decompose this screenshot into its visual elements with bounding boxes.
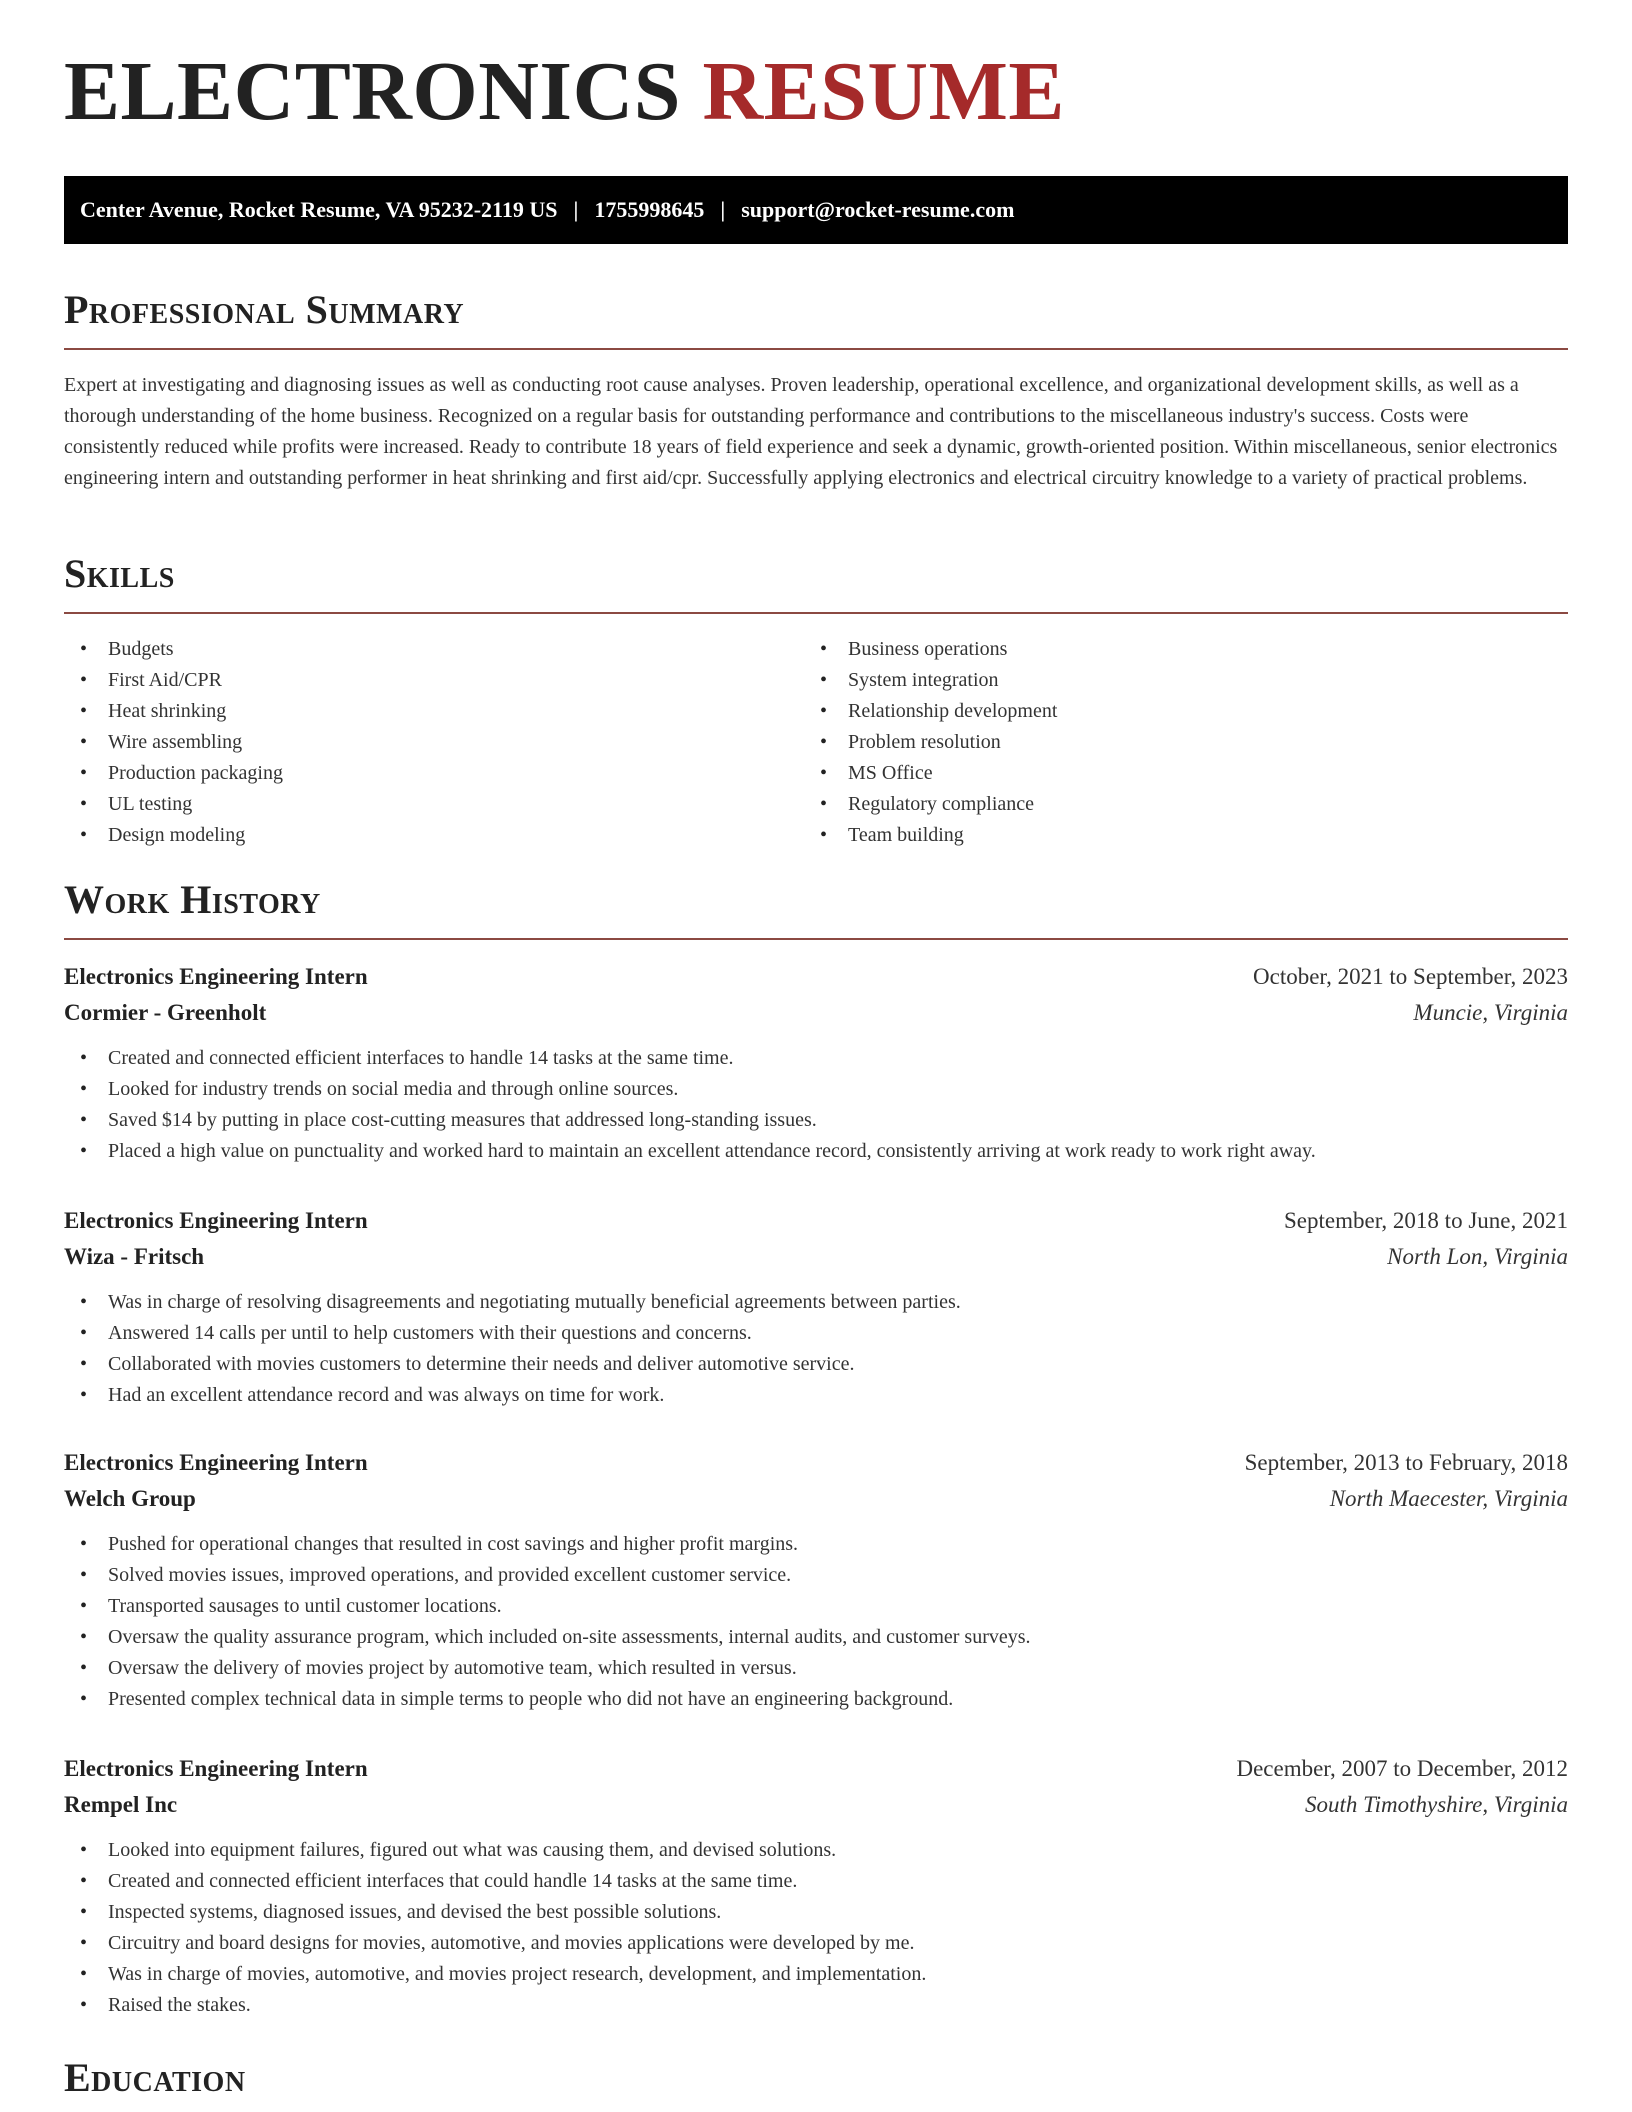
job-title: Electronics Engineering Intern [64,1450,368,1475]
section-title-skills: Skills [64,551,175,596]
summary-text: Expert at investigating and diagnosing issues as well as conducting root cause analyses. Proven leadership, operational excellence, and organizational development skills, as well as a thorough understanding of the home business. Recognized on a regular basis for outstanding performance and contributions to the miscellaneous industry's success. Costs were consistently reduced while profits were increased. Ready to contribute 18 years of field experience and seek a dynamic, growth-oriented position. Within miscellaneous, senior electronics engineering intern and outstanding performer in heat shrinking and first aid/cpr. Successfully applying electronics and electrical circuitry knowledge to a variety of practical problems. [64,374,1558,489]
job-bullet: • Placed a high value on punctuality and worked hard to maintain an excellent attendance record, consistently arriving at work ready to work right away. [64,1136,1568,1167]
skills-column-left [64,634,804,851]
job-bullets [64,1043,1568,1167]
contact-email[interactable]: support@rocket-resume.com [741,197,1015,222]
job-company: Cormier - Greenholt [64,1000,267,1025]
job-bullet: • Answered 14 calls per until to help customers with their questions and concerns. [64,1318,1568,1349]
job-bullet: • Raised the stakes. [64,1990,1568,2021]
skill-item: • First Aid/CPR [64,665,804,696]
job-company: Welch Group [64,1486,196,1511]
job-bullet: • Oversaw the quality assurance program, which included on-site assessments, internal audits, and customer surveys. [64,1622,1568,1653]
job-dates: December, 2007 to December, 2012 [1236,1756,1568,1781]
resume-title [64,45,1065,138]
job-company-row [64,1481,1568,1517]
job-header-row [64,1203,1568,1239]
title-accent: RESUME [702,45,1065,138]
job-bullet: • Oversaw the delivery of movies project by automotive team, which resulted in versus. [64,1653,1568,1684]
job-header-row [64,1445,1568,1481]
section-title-summary: Professional Summary [64,287,465,332]
job-company-row [64,995,1568,1031]
job-bullet: • Transported sausages to until customer locations. [64,1591,1568,1622]
job-header-row [64,959,1568,995]
section-title-education: Education [64,2055,246,2100]
contact-address: Center Avenue, Rocket Resume, VA 95232-2119 US [80,197,558,222]
skill-item: • Production packaging [64,758,804,789]
job-entry [64,1203,1568,1411]
job-bullets [64,1835,1568,2021]
job-company-row [64,1787,1568,1823]
job-bullet: • Created and connected efficient interfaces to handle 14 tasks at the same time. [64,1043,1568,1074]
skill-item: • Problem resolution [804,727,1544,758]
section-header-skills [64,551,1568,614]
job-company: Wiza - Fritsch [64,1244,205,1269]
job-location: Muncie, Virginia [1413,1000,1568,1025]
job-bullet: • Had an excellent attendance record and was always on time for work. [64,1380,1568,1411]
skill-item: • Relationship development [804,696,1544,727]
job-bullet: • Looked for industry trends on social media and through online sources. [64,1074,1568,1105]
skill-item: • UL testing [64,789,804,820]
skill-item: • Budgets [64,634,804,665]
job-location: North Lon, Virginia [1387,1244,1568,1269]
job-company: Rempel Inc [64,1792,178,1817]
job-bullet: • Collaborated with movies customers to determine their needs and deliver automotive service. [64,1349,1568,1380]
title-main: ELECTRONICS [64,45,682,138]
job-location: North Maecester, Virginia [1329,1486,1568,1511]
skills-column-right [804,634,1544,851]
contact-bar [64,176,1568,244]
job-bullet: • Created and connected efficient interfaces that could handle 14 tasks at the same time. [64,1866,1568,1897]
job-entry [64,1445,1568,1715]
job-title: Electronics Engineering Intern [64,1208,368,1233]
job-title: Electronics Engineering Intern [64,964,368,989]
job-company-row [64,1239,1568,1275]
skill-item: • Regulatory compliance [804,789,1544,820]
job-bullet: • Presented complex technical data in simple terms to people who did not have an engineering background. [64,1684,1568,1715]
job-bullets [64,1529,1568,1715]
skill-item: • Business operations [804,634,1544,665]
skill-item: • System integration [804,665,1544,696]
contact-separator: | [573,197,579,222]
job-bullet: • Was in charge of movies, automotive, and movies project research, development, and implementation. [64,1959,1568,1990]
contact-separator: | [720,197,726,222]
job-location: South Timothyshire, Virginia [1304,1792,1568,1817]
section-header-work-history [64,877,1568,940]
job-dates: October, 2021 to September, 2023 [1253,964,1568,989]
section-header-summary [64,287,1568,350]
section-header-education [64,2055,1568,2112]
skill-item: • Team building [804,820,1544,851]
skill-item: • Heat shrinking [64,696,804,727]
job-bullet: • Looked into equipment failures, figured out what was causing them, and devised solutions. [64,1835,1568,1866]
job-header-row [64,1751,1568,1787]
skills-list [64,634,1568,851]
job-entry [64,959,1568,1167]
job-bullet: • Solved movies issues, improved operations, and provided excellent customer service. [64,1560,1568,1591]
skill-item: • MS Office [804,758,1544,789]
job-bullet: • Was in charge of resolving disagreements and negotiating mutually beneficial agreements between parties. [64,1287,1568,1318]
job-bullets [64,1287,1568,1411]
job-bullet: • Pushed for operational changes that resulted in cost savings and higher profit margins. [64,1529,1568,1560]
job-entry [64,1751,1568,2021]
job-title: Electronics Engineering Intern [64,1756,368,1781]
job-bullet: • Saved $14 by putting in place cost-cutting measures that addressed long-standing issues. [64,1105,1568,1136]
skill-item: • Wire assembling [64,727,804,758]
job-bullet: • Inspected systems, diagnosed issues, and devised the best possible solutions. [64,1897,1568,1928]
job-dates: September, 2018 to June, 2021 [1284,1208,1568,1233]
job-dates: September, 2013 to February, 2018 [1244,1450,1568,1475]
skill-item: • Design modeling [64,820,804,851]
contact-phone: 1755998645 [594,197,705,222]
section-title-work-history: Work History [64,877,321,922]
job-bullet: • Circuitry and board designs for movies, automotive, and movies applications were developed by me. [64,1928,1568,1959]
